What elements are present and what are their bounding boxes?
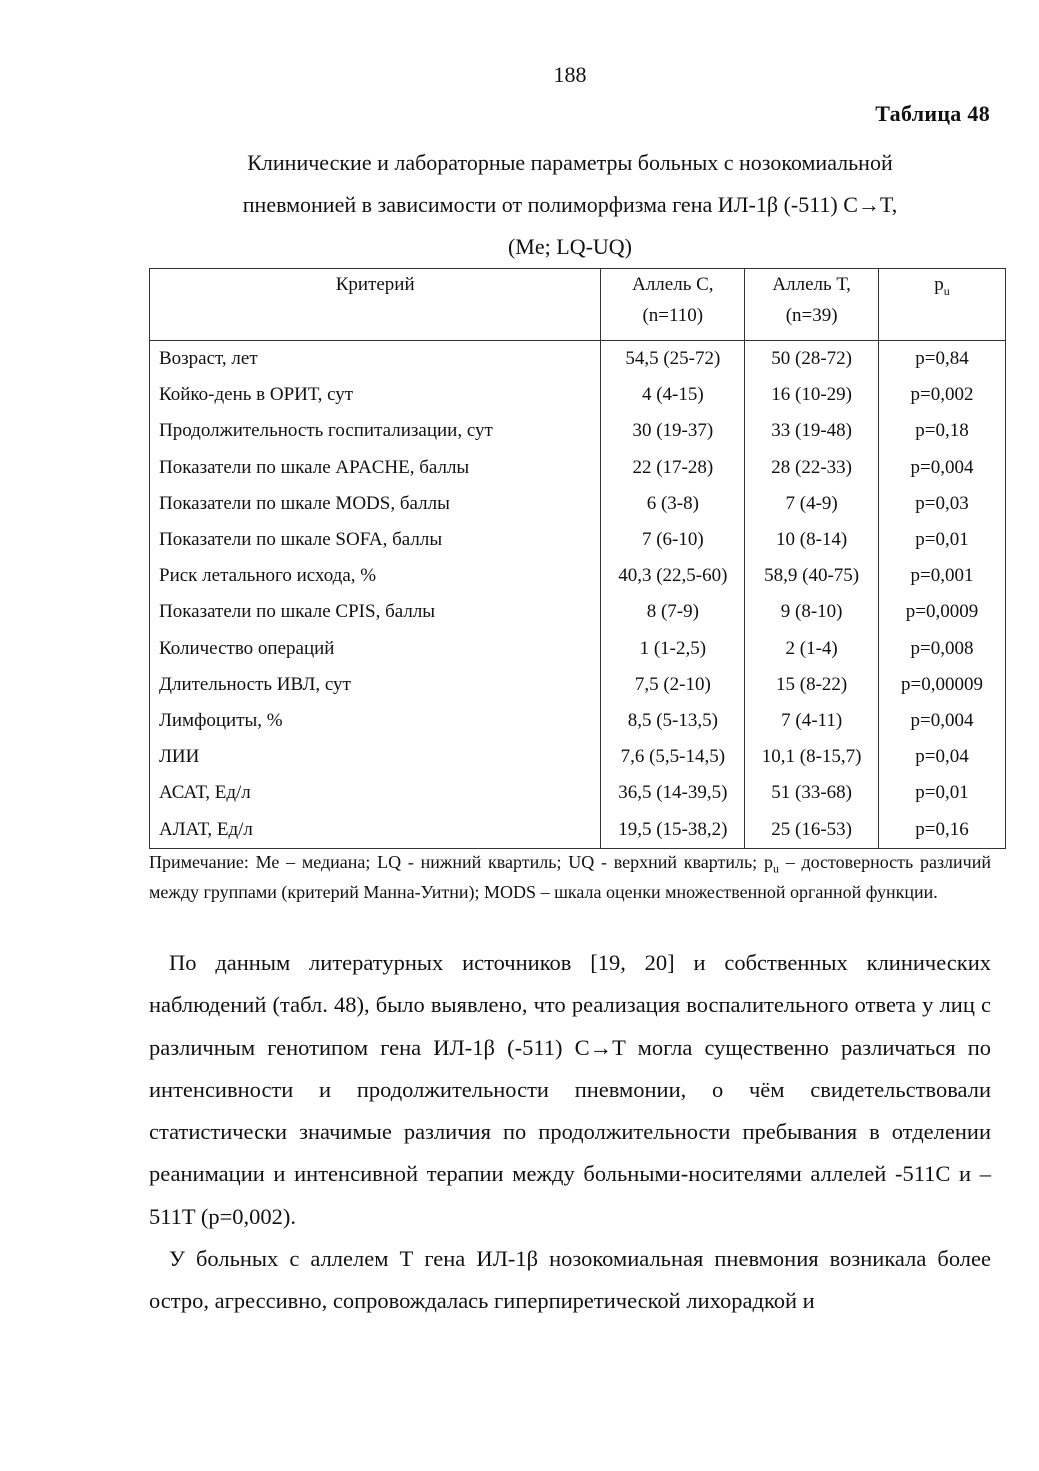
cell-allele-c: 7,5 (2-10) — [601, 667, 745, 703]
cell-allele-t: 28 (22-33) — [745, 450, 879, 486]
cell-allele-c: 36,5 (14-39,5) — [601, 775, 745, 811]
cell-allele-c: 1 (1-2,5) — [601, 631, 745, 667]
cell-criterion: Показатели по шкале SOFA, баллы — [150, 522, 601, 558]
paragraph: По данным литературных источников [19, 20] и собственных клинических наблюдений (табл. 48), было выявлено, что реализация воспалительного ответа у лиц с различным генотипом гена ИЛ-1β (-511) C→T могла существенно различаться по интенсивности и продолжительности пневмонии, о чём свидетельствовали статистически значимые различия по продолжительности пребывания в отделении реанимации и интенсивной терапии между больными-носителями аллелей -511C и –511T (p=0,002). — [149, 950, 991, 1229]
table-label: Таблица 48 — [875, 101, 990, 126]
caption-line-1: Клинические и лабораторные параметры больных с нозокомиальной — [247, 150, 893, 175]
cell-p-value: p=0,004 — [879, 703, 1006, 739]
cell-allele-c: 19,5 (15-38,2) — [601, 811, 745, 848]
cell-allele-c: 54,5 (25-72) — [601, 341, 745, 378]
header-p-value: $p_u$ — [879, 269, 1006, 341]
caption-line-2: пневмонией в зависимости от полиморфизма гена ИЛ-1β (-511) C→T, — [242, 192, 898, 217]
cell-allele-t: 25 (16-53) — [745, 811, 879, 848]
cell-p-value: p=0,04 — [879, 739, 1006, 775]
table-row — [150, 522, 1006, 558]
table-row — [150, 739, 1006, 775]
cell-allele-t: 2 (1-4) — [745, 631, 879, 667]
table-row — [150, 775, 1006, 811]
cell-criterion: Возраст, лет — [150, 341, 601, 378]
cell-criterion: Показатели по шкале APACHE, баллы — [150, 450, 601, 486]
table-header-row — [150, 269, 1006, 341]
cell-criterion: ЛИИ — [150, 739, 601, 775]
paragraph: У больных с аллелем Т гена ИЛ-1β нозокомиальная пневмония возникала более остро, агрессивно, сопровождалась гиперпиретической лихорадкой и — [149, 1246, 991, 1314]
cell-allele-t: 33 (19-48) — [745, 413, 879, 449]
cell-allele-c: 7 (6-10) — [601, 522, 745, 558]
cell-criterion: Продолжительность госпитализации, сут — [150, 413, 601, 449]
table-row — [150, 594, 1006, 630]
cell-p-value: p=0,03 — [879, 486, 1006, 522]
table-row — [150, 703, 1006, 739]
cell-p-value: p=0,004 — [879, 450, 1006, 486]
cell-allele-c: 8,5 (5-13,5) — [601, 703, 745, 739]
cell-allele-t: 16 (10-29) — [745, 377, 879, 413]
cell-allele-t: 7 (4-11) — [745, 703, 879, 739]
header-allele-t: Аллель Т, (n=39) — [745, 269, 879, 341]
table-caption — [150, 142, 990, 268]
cell-allele-c: 40,3 (22,5-60) — [601, 558, 745, 594]
cell-criterion: Койко-день в ОРИТ, сут — [150, 377, 601, 413]
cell-criterion: Показатели по шкале MODS, баллы — [150, 486, 601, 522]
cell-allele-c: 8 (7-9) — [601, 594, 745, 630]
table-row — [150, 450, 1006, 486]
header-allele-c: Аллель С, (n=110) — [601, 269, 745, 341]
cell-criterion: АЛАТ, Ед/л — [150, 811, 601, 848]
table-note: Примечание: Ме – медиана; LQ - нижний квартиль; UQ - верхний квартиль; $p_u$ – достоверность различий между группами (критерий Манна-Уитни); MODS – шкала оценки множественной органной функции. — [149, 852, 991, 903]
table-row — [150, 631, 1006, 667]
table-row — [150, 413, 1006, 449]
cell-allele-t: 50 (28-72) — [745, 341, 879, 378]
cell-criterion: Показатели по шкале CPIS, баллы — [150, 594, 601, 630]
table-row — [150, 377, 1006, 413]
cell-allele-c: 30 (19-37) — [601, 413, 745, 449]
table-row — [150, 667, 1006, 703]
cell-p-value: p=0,18 — [879, 413, 1006, 449]
cell-p-value: p=0,84 — [879, 341, 1006, 378]
cell-p-value: p=0,01 — [879, 775, 1006, 811]
table-row — [150, 811, 1006, 848]
cell-p-value: p=0,001 — [879, 558, 1006, 594]
body-text — [149, 942, 991, 1323]
cell-allele-t: 9 (8-10) — [745, 594, 879, 630]
cell-allele-t: 7 (4-9) — [745, 486, 879, 522]
cell-criterion: Количество операций — [150, 631, 601, 667]
page-number: 188 — [553, 62, 587, 87]
caption-line-3: (Me; LQ-UQ) — [507, 234, 633, 259]
cell-criterion: Лимфоциты, % — [150, 703, 601, 739]
cell-p-value: p=0,008 — [879, 631, 1006, 667]
cell-allele-t: 58,9 (40-75) — [745, 558, 879, 594]
cell-allele-c: 22 (17-28) — [601, 450, 745, 486]
cell-criterion: АСАТ, Ед/л — [150, 775, 601, 811]
table-row — [150, 341, 1006, 378]
table-row — [150, 558, 1006, 594]
cell-p-value: p=0,16 — [879, 811, 1006, 848]
cell-p-value: p=0,002 — [879, 377, 1006, 413]
cell-criterion: Длительность ИВЛ, сут — [150, 667, 601, 703]
header-criterion: Критерий — [150, 269, 601, 341]
cell-allele-t: 10 (8-14) — [745, 522, 879, 558]
cell-allele-t: 15 (8-22) — [745, 667, 879, 703]
cell-p-value: p=0,01 — [879, 522, 1006, 558]
table-row — [150, 486, 1006, 522]
cell-allele-t: 10,1 (8-15,7) — [745, 739, 879, 775]
cell-allele-c: 6 (3-8) — [601, 486, 745, 522]
cell-allele-c: 4 (4-15) — [601, 377, 745, 413]
cell-allele-c: 7,6 (5,5-14,5) — [601, 739, 745, 775]
data-table — [149, 268, 1006, 849]
cell-p-value: p=0,00009 — [879, 667, 1006, 703]
cell-criterion: Риск летального исхода, % — [150, 558, 601, 594]
cell-allele-t: 51 (33-68) — [745, 775, 879, 811]
cell-p-value: p=0,0009 — [879, 594, 1006, 630]
